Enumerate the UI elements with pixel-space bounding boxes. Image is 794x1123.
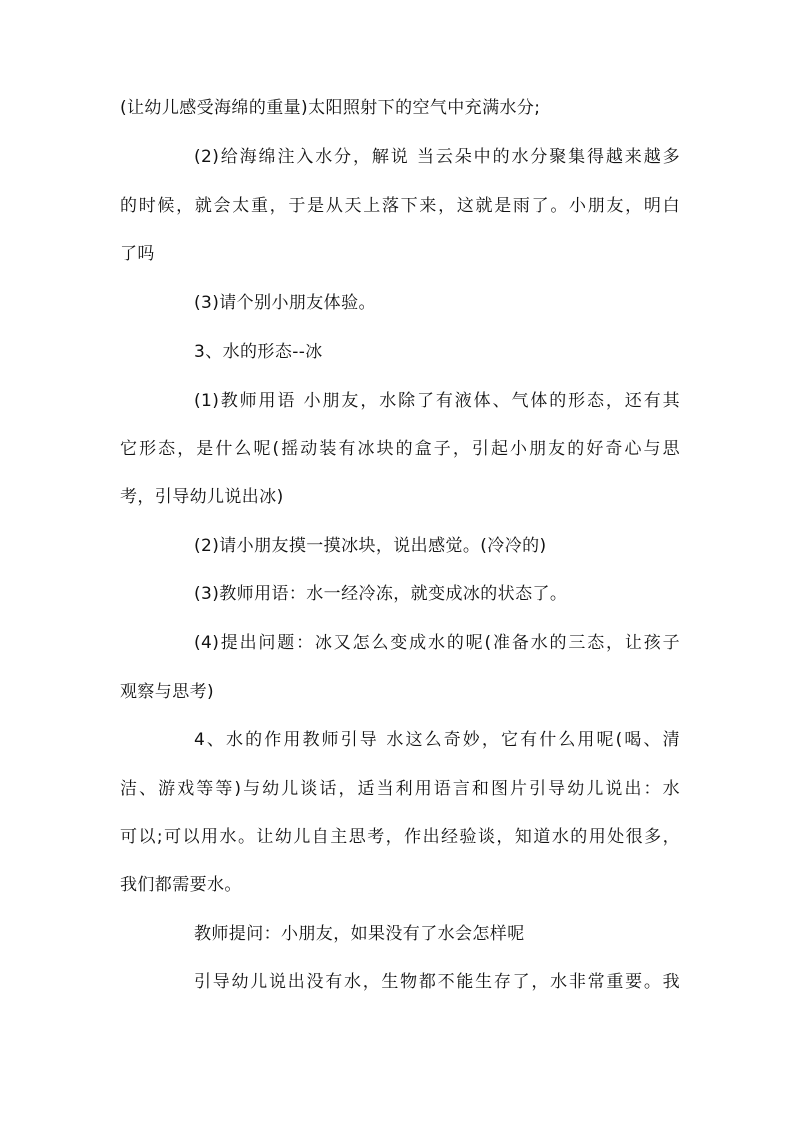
text-line-19: 引导幼儿说出没有水，生物都不能生存了，水非常重要。我 xyxy=(194,972,680,992)
text-line-2: (2)给海绵注入水分，解说 当云朵中的水分聚集得越来越多 xyxy=(194,147,680,167)
text-line-7: (1)教师用语 小朋友，水除了有液体、气体的形态，还有其 xyxy=(194,391,680,411)
text-line-17: 我们都需要水。 xyxy=(120,875,242,895)
text-line-8: 它形态，是什么呢(摇动装有冰块的盒子，引起小朋友的好奇心与思 xyxy=(120,439,680,459)
text-line-15: 洁、游戏等等)与幼儿谈话，适当利用语言和图片引导幼儿说出：水 xyxy=(120,779,680,799)
text-line-13: 观察与思考) xyxy=(120,682,215,702)
text-line-1: (让幼儿感受海绵的重量)太阳照射下的空气中充满水分; xyxy=(120,98,541,118)
text-line-16: 可以;可以用水。让幼儿自主思考，作出经验谈，知道水的用处很多， xyxy=(120,827,680,847)
text-line-4: 了吗 xyxy=(120,244,155,264)
section-heading-4: 4、水的作用教师引导 水这么奇妙，它有什么用呢(喝、清 xyxy=(194,730,680,750)
text-line-3: 的时候，就会太重，于是从天上落下来，这就是雨了。小朋友，明白 xyxy=(120,196,680,216)
section-heading-3: 3、水的形态--冰 xyxy=(194,342,323,362)
text-line-10: (2)请小朋友摸一摸冰块，说出感觉。(冷冷的) xyxy=(194,536,547,556)
text-line-9: 考，引导幼儿说出冰) xyxy=(120,487,284,507)
text-line-5: (3)请个别小朋友体验。 xyxy=(194,293,376,313)
text-line-18: 教师提问：小朋友，如果没有了水会怎样呢 xyxy=(194,924,525,944)
text-line-11: (3)教师用语：水一经冷冻，就变成冰的状态了。 xyxy=(194,584,568,604)
text-line-12: (4)提出问题：冰又怎么变成水的呢(准备水的三态，让孩子 xyxy=(194,633,680,653)
